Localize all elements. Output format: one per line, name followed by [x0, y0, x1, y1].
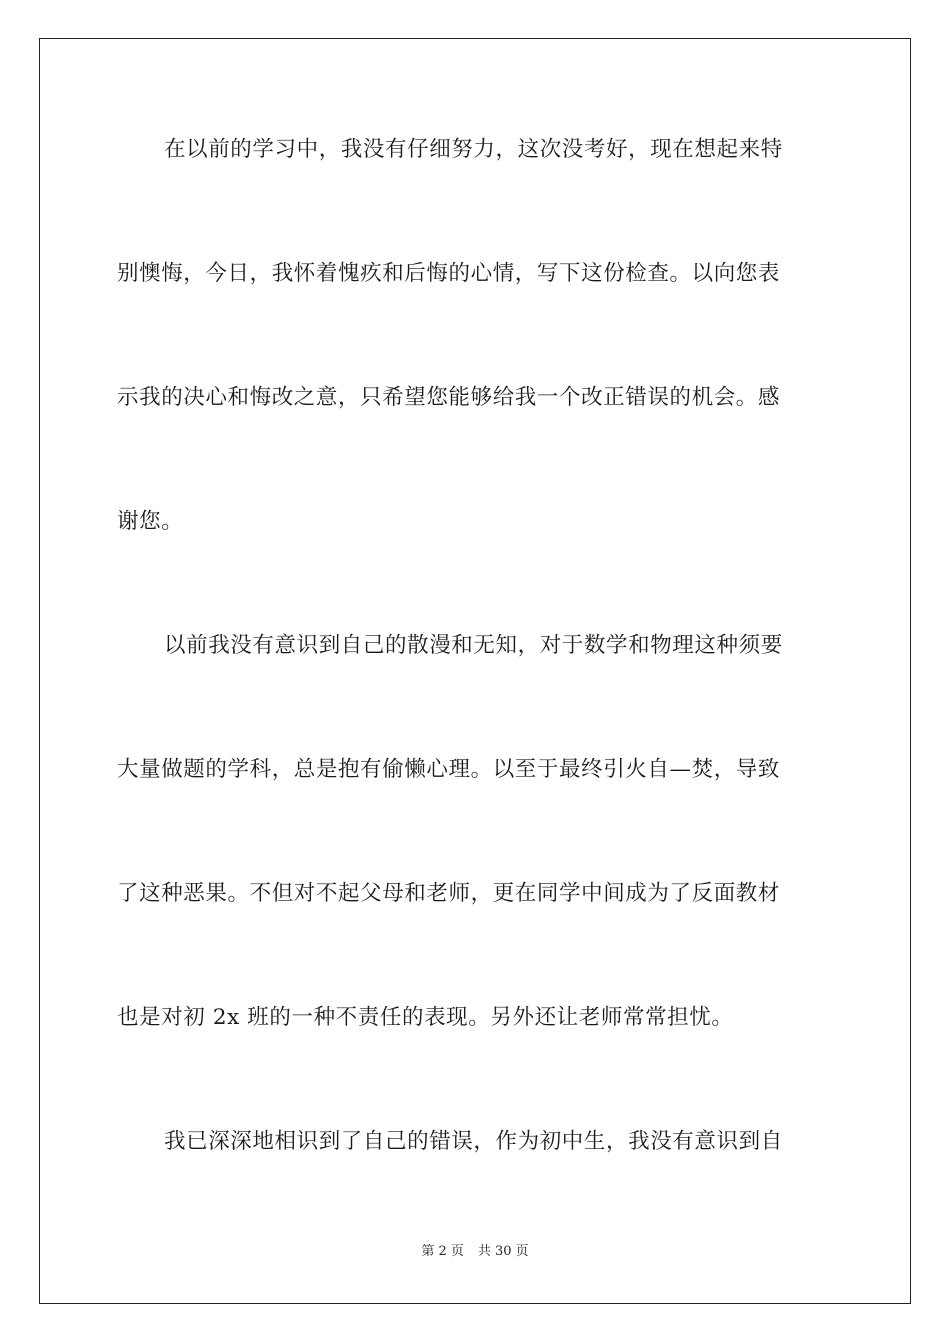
page-total: 共 30 页 — [477, 1244, 529, 1259]
paragraph-2-line-2: 大量做题的学科，总是抱有偷懒心理。以至于最终引火自—焚，导致 — [117, 757, 781, 782]
paragraph-1-line-3: 示我的决心和悔改之意，只希望您能够给我一个改正错误的机会。感 — [117, 385, 781, 410]
page-number: 第 2 页 — [421, 1244, 464, 1259]
paragraph-1-line-4: 谢您。 — [117, 509, 184, 534]
paragraph-1-line-1: 在以前的学习中，我没有仔细努力，这次没考好，现在想起来特 — [164, 137, 783, 162]
page-footer — [0, 1243, 950, 1261]
paragraph-1-line-2: 别懊悔，今日，我怀着愧疚和后悔的心情，写下这份检查。以向您表 — [117, 261, 781, 286]
page-border — [39, 38, 911, 1304]
paragraph-2-line-1: 以前我没有意识到自己的散漫和无知，对于数学和物理这种须要 — [164, 633, 783, 658]
paragraph-2-line-4: 也是对初 2x 班的一种不责任的表现。另外还让老师常常担忧。 — [117, 1005, 734, 1030]
paragraph-3-line-1: 我已深深地相识到了自己的错误，作为初中生，我没有意识到自 — [164, 1129, 783, 1154]
paragraph-2-line-3: 了这种恶果。不但对不起父母和老师，更在同学中间成为了反面教材 — [117, 881, 781, 906]
